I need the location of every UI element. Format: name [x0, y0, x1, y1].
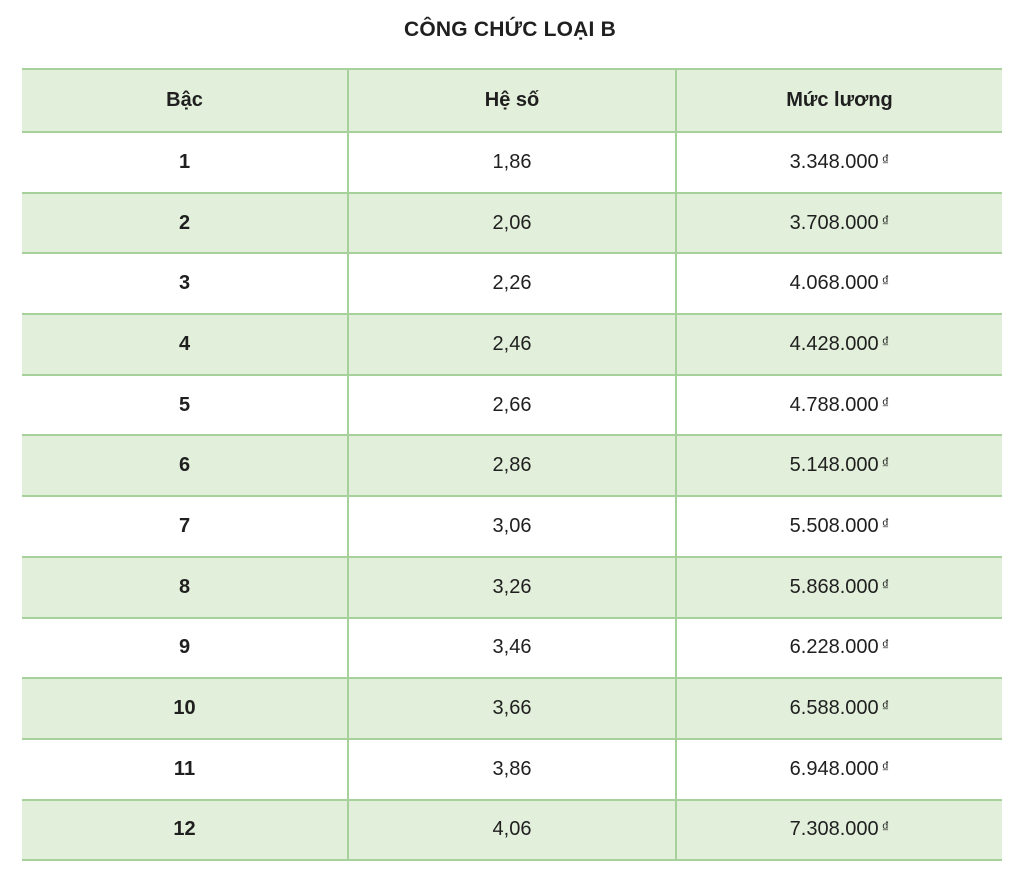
cell-bac: 4 — [22, 314, 348, 375]
salary-table — [22, 68, 1002, 861]
cell-muc-luong — [676, 800, 1002, 861]
salary-value: 4.068.000 — [789, 272, 879, 295]
table-row — [22, 435, 1002, 496]
cell-he-so: 2,06 — [348, 193, 676, 254]
cell-he-so: 2,86 — [348, 435, 676, 496]
cell-he-so: 2,66 — [348, 375, 676, 436]
cell-bac: 5 — [22, 375, 348, 436]
salary-value: 3.348.000 — [789, 150, 879, 173]
cell-he-so: 1,86 — [348, 132, 676, 193]
currency-symbol: ₫ — [881, 758, 890, 776]
table-row — [22, 678, 1002, 739]
table-row — [22, 496, 1002, 557]
cell-muc-luong — [676, 253, 1002, 314]
salary-value: 3.708.000 — [789, 211, 879, 234]
header-he-so: Hệ số — [348, 69, 676, 132]
cell-he-so: 3,06 — [348, 496, 676, 557]
cell-he-so: 3,66 — [348, 678, 676, 739]
currency-symbol: ₫ — [881, 394, 890, 412]
currency-symbol: ₫ — [881, 455, 890, 473]
cell-bac: 7 — [22, 496, 348, 557]
table-row — [22, 132, 1002, 193]
cell-muc-luong — [676, 132, 1002, 193]
table-row — [22, 739, 1002, 800]
table-row — [22, 375, 1002, 436]
table-header-row — [22, 69, 1002, 132]
cell-bac: 2 — [22, 193, 348, 254]
cell-he-so: 3,26 — [348, 557, 676, 618]
cell-muc-luong — [676, 618, 1002, 679]
cell-muc-luong — [676, 314, 1002, 375]
salary-value: 4.788.000 — [789, 393, 879, 416]
currency-symbol: ₫ — [881, 212, 890, 230]
cell-bac: 8 — [22, 557, 348, 618]
currency-symbol: ₫ — [881, 151, 890, 169]
cell-bac: 3 — [22, 253, 348, 314]
salary-value: 6.588.000 — [789, 697, 879, 720]
table-row — [22, 314, 1002, 375]
table-row — [22, 253, 1002, 314]
table-title: CÔNG CHỨC LOẠI B — [404, 18, 616, 41]
currency-symbol: ₫ — [881, 637, 890, 655]
currency-symbol: ₫ — [881, 333, 890, 351]
cell-bac: 12 — [22, 800, 348, 861]
header-muc-luong: Mức lương — [676, 69, 1002, 132]
salary-value: 7.308.000 — [789, 818, 879, 841]
cell-bac: 9 — [22, 618, 348, 679]
salary-value: 6.228.000 — [789, 636, 879, 659]
cell-muc-luong — [676, 496, 1002, 557]
cell-muc-luong — [676, 739, 1002, 800]
salary-value: 5.508.000 — [789, 514, 879, 537]
salary-value: 6.948.000 — [789, 757, 879, 780]
table-row — [22, 193, 1002, 254]
header-bac: Bậc — [22, 69, 348, 132]
cell-he-so: 3,86 — [348, 739, 676, 800]
cell-muc-luong — [676, 678, 1002, 739]
cell-he-so: 2,46 — [348, 314, 676, 375]
cell-he-so: 4,06 — [348, 800, 676, 861]
currency-symbol: ₫ — [881, 819, 890, 837]
salary-value: 5.148.000 — [789, 454, 879, 477]
cell-bac: 11 — [22, 739, 348, 800]
cell-muc-luong — [676, 375, 1002, 436]
cell-muc-luong — [676, 557, 1002, 618]
salary-value: 5.868.000 — [789, 575, 879, 598]
cell-he-so: 2,26 — [348, 253, 676, 314]
cell-muc-luong — [676, 435, 1002, 496]
currency-symbol: ₫ — [881, 576, 890, 594]
currency-symbol: ₫ — [881, 515, 890, 533]
table-row — [22, 618, 1002, 679]
salary-value: 4.428.000 — [789, 332, 879, 355]
cell-he-so: 3,46 — [348, 618, 676, 679]
table-row — [22, 800, 1002, 861]
currency-symbol: ₫ — [881, 273, 890, 291]
cell-muc-luong — [676, 193, 1002, 254]
cell-bac: 10 — [22, 678, 348, 739]
currency-symbol: ₫ — [881, 698, 890, 716]
cell-bac: 6 — [22, 435, 348, 496]
cell-bac: 1 — [22, 132, 348, 193]
table-row — [22, 557, 1002, 618]
table-body — [22, 132, 1002, 860]
